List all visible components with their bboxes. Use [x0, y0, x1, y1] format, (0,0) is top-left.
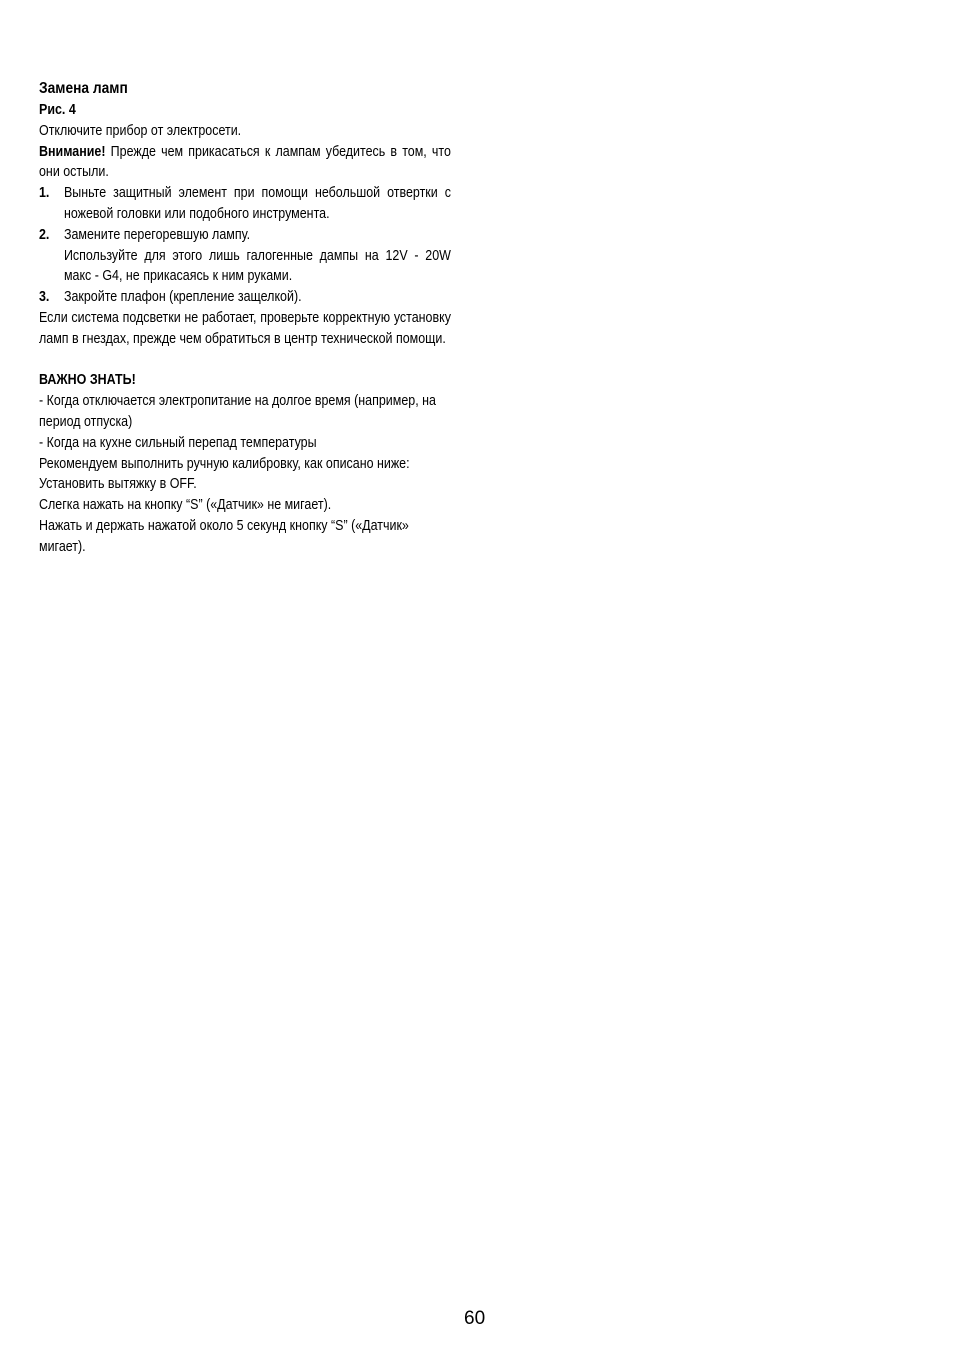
step-text: Закройте плафон (крепление защелкой). — [63, 289, 302, 306]
intro-text: Отключите прибор от электросети. — [39, 122, 242, 139]
section-title: Замена ламп — [39, 80, 128, 97]
important-line: Рекомендуем выполнить ручную калибровку, как описано ниже: — [39, 455, 410, 472]
important-line: - Когда отключается электропитание на долгое время (например, на период отпуска) — [39, 393, 436, 430]
spacer — [39, 350, 451, 371]
step-text: Замените перегоревшую лампу. — [63, 226, 251, 243]
important-line: Нажать и держать нажатой около 5 секунд кнопку “S” («Датчик» мигает). — [39, 517, 409, 555]
warning-text: Прежде чем прикасаться к лампам убедитесь в том, что они остыли. — [39, 143, 451, 181]
warning-label: Внимание! — [39, 143, 106, 160]
step-body — [64, 225, 451, 287]
step-extra-text: Используйте для этого лишь галогенные дампы на 12V - 20W макс - G4, не прикасаясь к ним руками. — [63, 247, 451, 285]
step-number: 3. — [39, 289, 50, 306]
important-line: - Когда на кухне сильный перепад температуры — [39, 434, 317, 451]
important-line: Слегка нажать на кнопку “S” («Датчик» не мигает). — [39, 497, 332, 514]
step-number: 2. — [39, 226, 50, 243]
step-item — [39, 287, 451, 308]
figure-reference: Рис. 4 — [39, 102, 76, 118]
step-item — [39, 183, 451, 225]
step-number: 1. — [39, 185, 50, 202]
warning-paragraph — [39, 142, 451, 184]
text-column — [39, 78, 451, 558]
important-title: ВАЖНО ЗНАТЬ! — [39, 372, 136, 389]
step-item — [39, 225, 451, 287]
page-number: 60 — [464, 1308, 486, 1329]
step-text: Выньте защитный элемент при помощи небольшой отвертки с ножевой головки или подобного инструмента. — [63, 185, 451, 222]
important-line: Установить вытяжку в OFF. — [39, 476, 197, 493]
outro-text: Если система подсветки не работает, проверьте корректную установку ламп в гнездах, прежде чем обратиться в центр технической помощи. — [39, 309, 451, 347]
